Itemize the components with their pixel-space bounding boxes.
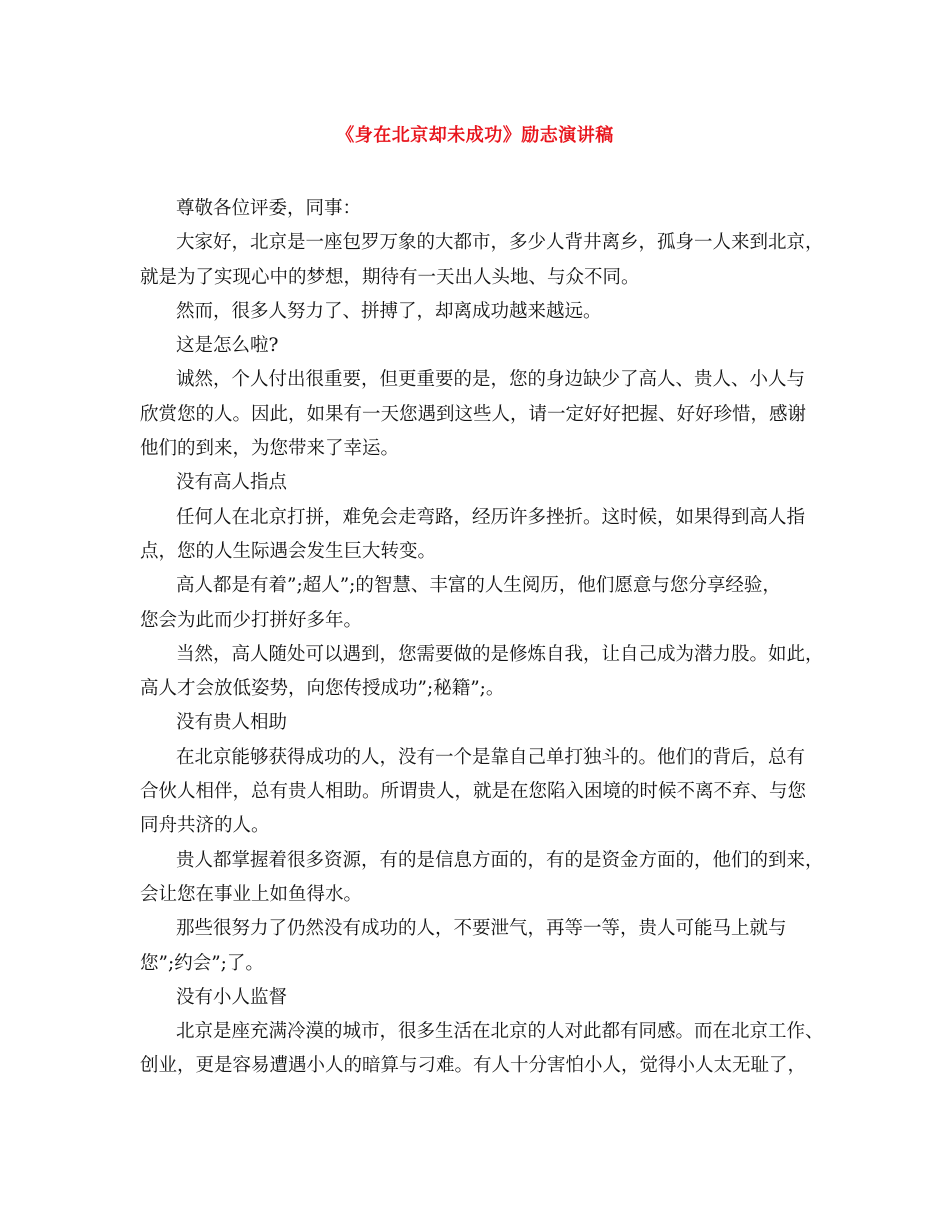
- paragraph-line: 尊敬各位评委，同事：: [176, 198, 362, 219]
- paragraph-line: 贵人都掌握着很多资源，有的是信息方面的，有的是资金方面的，他们的到来，: [176, 849, 824, 871]
- paragraph-line: 就是为了实现心中的梦想，期待有一天出人头地、与众不同。: [140, 266, 640, 288]
- paragraph-line: 那些很努力了仍然没有成功的人，不要泄气，再等一等，贵人可能马上就与: [176, 918, 787, 940]
- paragraph-line: 当然，高人随处可以遇到，您需要做的是修炼自我，让自己成为潜力股。如此，: [176, 643, 824, 665]
- paragraph-line: 创业，更是容易遭遇小人的暗算与刁难。有人十分害怕小人，觉得小人太无耻了，: [140, 1055, 807, 1077]
- paragraph-line: 点，您的人生际遇会发生巨大转变。: [140, 540, 437, 562]
- paragraph-line: 他们的到来，为您带来了幸运。: [140, 438, 400, 460]
- paragraph-line: 北京是座充满冷漠的城市，很多生活在北京的人对此都有同感。而在北京工作、: [176, 1021, 824, 1043]
- paragraph-line: 然而，很多人努力了、拼搏了，却离成功越来越远。: [176, 300, 602, 322]
- document-title: 《身在北京却未成功》励志演讲稿: [336, 125, 614, 146]
- section-heading: 没有贵人相助: [176, 712, 288, 734]
- paragraph-line: 同舟共济的人。: [140, 815, 270, 837]
- section-heading: 没有小人监督: [176, 986, 288, 1008]
- paragraph-line: 在北京能够获得成功的人，没有一个是靠自己单打独斗的。他们的背后，总有: [176, 746, 806, 768]
- paragraph-line: 会让您在事业上如鱼得水。: [140, 883, 363, 905]
- paragraph-line: 欣赏您的人。因此，如果有一天您遇到这些人，请一定好好把握、好好珍惜，感谢: [140, 403, 807, 425]
- section-heading: 没有高人指点: [176, 472, 288, 494]
- paragraph-line: 这是怎么啦?: [176, 335, 279, 357]
- document-body: [140, 192, 828, 1084]
- paragraph-line: 您”;约会”;了。: [140, 952, 264, 974]
- paragraph-line: 诚然，个人付出很重要，但更重要的是，您的身边缺少了高人、贵人、小人与: [176, 369, 806, 391]
- paragraph-line: 高人才会放低姿势，向您传授成功”;秘籍”;。: [140, 678, 505, 700]
- paragraph-line: 任何人在北京打拼，难免会走弯路，经历许多挫折。这时候，如果得到高人指: [176, 506, 806, 528]
- paragraph-line: 大家好，北京是一座包罗万象的大都市，多少人背井离乡，孤身一人来到北京，: [176, 232, 824, 254]
- paragraph-line: 您会为此而少打拼好多年。: [140, 609, 363, 631]
- paragraph-line: 高人都是有着”;超人”;的智慧、丰富的人生阅历，他们愿意与您分享经验，: [176, 575, 781, 597]
- paragraph-line: 合伙人相伴，总有贵人相助。所谓贵人，就是在您陷入困境的时候不离不弃、与您: [140, 781, 807, 803]
